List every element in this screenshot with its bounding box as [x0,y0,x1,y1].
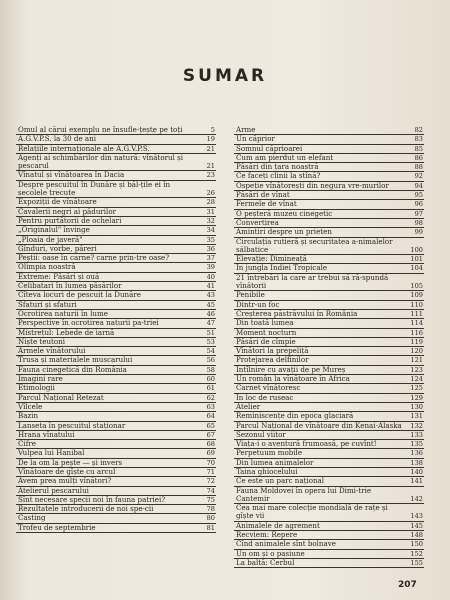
toc-entry-title: „Ploaia de javeră" [18,234,83,244]
toc-entry-page: 72 [206,477,215,486]
toc-entry-title: Cum am pierdut un elefant [236,152,334,162]
toc-entry-page: 61 [206,384,215,393]
toc-entry-page: 148 [410,531,423,540]
toc-entry-page: 135 [410,440,423,449]
toc-entry-title: Fermele de vînat [236,199,297,209]
toc-entry-title: Păsări din țara noastră [236,162,319,172]
toc-entry-title: Păsări de vînat [236,190,290,200]
toc-entry-title: Recviem: Repere [236,530,298,540]
toc-entry-title: Cîteva locuri de pescuit la Dunăre [18,290,141,300]
toc-entry-title: Un căprior [236,134,275,144]
toc-entry-page: 41 [206,282,215,291]
toc-entry-title: Vîlcele [18,401,43,411]
toc-entry-page: 85 [414,144,423,153]
toc-entry-title: Somnul căprioarei [236,143,303,153]
toc-entry-page: 23 [206,171,215,180]
toc-entry-title: Carnet vînătoresc [236,383,301,393]
toc-entry-page: 116 [410,328,423,337]
toc-entry-page: 110 [410,300,423,309]
toc-entry-title: Viața-i o aventură frumoasă, pe cuvînt! [236,439,377,449]
toc-entry-page: 131 [410,412,423,421]
toc-entry-page: 104 [410,264,423,273]
toc-entry-page: 60 [206,375,215,384]
toc-entry-title: Amintiri despre un prieten [236,227,332,237]
toc-entry-page: 129 [410,393,423,402]
toc-entry-page: 71 [206,467,215,476]
toc-entry-page: 119 [410,337,423,346]
toc-entry-page: 47 [206,319,215,328]
toc-entry-page: 46 [206,309,215,318]
toc-entry-page: 145 [410,521,423,530]
toc-entry-title: Dintr-un foc [236,299,280,309]
toc-entry-title: Vulpea lui Hanibal [18,448,85,458]
toc-entry-title: Imagini rare [18,374,63,384]
toc-entry-title: Perpetuum mobile [236,448,303,458]
toc-entry-title: La baltă: Cerbul [236,557,295,567]
toc-entry-page: 78 [206,505,215,514]
toc-entry-page: 70 [206,458,215,467]
toc-entry [16,524,216,533]
toc-entry-title: Cifre [18,439,36,449]
toc-entry-page: 95 [414,191,423,200]
toc-entry-page: 81 [206,523,215,532]
toc-entry-page: 75 [206,495,215,504]
toc-entry-page: 34 [206,226,215,235]
toc-entry-page: 37 [206,254,215,263]
toc-right-column [234,126,424,568]
toc-entry-title: Celibatari în lumea păsărilor [18,281,122,291]
toc-entry-page: 123 [410,365,423,374]
toc-entry-title: Sfaturi și sfaturi [18,299,77,309]
toc-entry-title: Atelier [236,401,261,411]
toc-entry [16,394,216,403]
toc-entry-page: 133 [410,430,423,439]
toc-entry-title: Expoziții de vînătoare [18,197,97,207]
toc-entry [16,403,216,412]
toc-entry-page: 28 [206,198,215,207]
toc-entry-title: Parcul Național Retezat [18,392,104,402]
toc-entry-page: 32 [206,216,215,225]
toc-entry-title: Despre pescuitul în Dunăre și băl-țile ei în secolele trecute [18,179,171,198]
toc-entry-title: Casting [18,513,46,523]
page-number: 207 [398,580,417,590]
toc-entry-title: Pentru purtătorii de ochelari [18,215,122,225]
toc-entry-title: Din lumea animalelor [236,457,314,467]
toc-entry-page: 35 [206,235,215,244]
toc-entry-page: 56 [206,356,215,365]
toc-entry-title: Extreme: Păsări și ouă [18,271,100,281]
toc-entry-title: Niște teutoni [18,336,65,346]
toc-entry-title: Circulația rutieră și securitatea a-nimalelor sălbatice [236,236,393,254]
toc-entry-page: 80 [206,514,215,523]
toc-entry [16,505,216,514]
toc-entry-title: De la om la pește — și invers [18,457,123,467]
toc-entry-page: 143 [410,512,423,521]
toc-entry-title: Sînt necesare specii noi în fauna patriei? [18,494,166,504]
toc-entry-page: 105 [410,282,423,291]
toc-entry-title: Atelierul pescarului [18,485,89,495]
toc-entry-title: Parcul Național de vînătoare din Kenai-Alaska [236,420,402,430]
toc-entry-title: Mistrețul: Lebede de iarnă [18,327,115,337]
toc-entry-page: 19 [206,135,215,144]
toc-entry-title: Rezultatele introducerii de noi spe-cii [18,504,154,514]
toc-entry-page: 124 [410,375,423,384]
toc-entry-page: 120 [410,347,423,356]
toc-entry-page: 132 [410,421,423,430]
toc-entry-title: Cavalerii negri ai pădurilor [18,206,116,216]
toc-entry-page: 53 [206,337,215,346]
toc-entry-page: 39 [206,263,215,272]
toc-entry-page: 68 [206,440,215,449]
toc-entry-title: Avem prea mulți vînători? [18,476,112,486]
toc-entry-page: 40 [206,272,215,281]
toc-entry-page: 125 [410,384,423,393]
toc-entry-page: 63 [206,402,215,411]
toc-entry-title: Taina ghiocelului [236,466,298,476]
toc-entry-page: 97 [414,209,423,218]
toc-entry-page: 109 [410,291,423,300]
toc-entry-title: Cea mai mare colecție mondială de rațe și gîște vii [236,503,388,521]
toc-entry-page: 26 [206,189,215,198]
toc-entry-page: 82 [414,126,423,134]
toc-entry-title: Din toată lumea [236,318,294,328]
toc-entry-title: Întîlnire cu avații de pe Mureș [236,364,346,374]
toc-entry-page: 130 [410,402,423,411]
toc-left-column [16,126,216,533]
toc-entry-title: Ce este un parc național [236,476,325,486]
toc-entry-page: 111 [410,309,423,318]
toc-entry-page: 5 [210,126,215,134]
toc-entry-page: 99 [414,228,423,237]
toc-entry-title: Convertirea [236,217,279,227]
toc-entry-page: 69 [206,449,215,458]
toc-entry-page: 45 [206,300,215,309]
toc-entry-page: 114 [410,319,423,328]
toc-entry-page: 67 [206,430,215,439]
toc-entry-title: Hrana vînatului [18,429,75,439]
toc-entry-page: 142 [410,494,423,503]
toc-entry-title: Fauna cinegetică din România [18,364,127,374]
toc-entry-page: 152 [410,549,423,558]
toc-entry-page: 31 [206,207,215,216]
toc-entry-page: 94 [414,181,423,190]
toc-entry-title: Etimologii [18,383,55,393]
toc-entry-page: 140 [410,467,423,476]
toc-entry-title: Animalele de agrement [236,520,320,530]
toc-entry-title: Moment nocturn [236,327,297,337]
toc-entry-title: Lanseta în pescuitul staționar [18,420,126,430]
toc-entry-title: Trusa și materialele muscarului [18,355,133,365]
toc-entry-title: Elevație: Dimineață [236,254,307,264]
toc-entry [234,274,424,292]
toc-entry-title: Protejarea delfinilor [236,355,309,365]
toc-entry-title: O peșteră muzeu cinegetic [236,208,333,218]
toc-entry-title: Vînatul și vînătoarea în Dacia [18,170,125,180]
toc-entry-page: 51 [206,328,215,337]
toc-entry [16,181,216,199]
toc-entry-page: 54 [206,347,215,356]
toc-entry-title: Gînduri, vorbe, păreri [18,243,97,253]
page-title: SUMAR [182,66,268,86]
toc-entry-page: 64 [206,412,215,421]
toc-entry-title: Creșterea păstrăvului în România [236,308,358,318]
toc-entry-title: Ocrotirea naturii în lume [18,308,108,318]
toc-entry-page: 88 [414,163,423,172]
toc-entry-title: Reminiscențe din epoca glaciară [236,411,354,421]
toc-entry-page: 155 [410,558,423,567]
toc-entry-title: În jungla Indiei Tropicale [236,263,328,273]
toc-entry [234,394,424,403]
toc-entry-page: 36 [206,244,215,253]
toc-entry-title: Olimpia noastră [18,262,76,272]
toc-entry-title: Bazin [18,411,39,421]
toc-entry-title: Omul al cărui exemplu ne însufle-țește pe toți [18,125,183,134]
toc-entry [234,487,424,505]
toc-entry-page: 86 [414,153,423,162]
toc-entry-title: Armele vînătorului [18,346,86,356]
toc-entry-title: Sezonul viitor [236,429,286,439]
toc-entry-title: Un român la vînătoare în Africa [236,374,350,384]
toc-entry [234,504,424,522]
toc-entry-page: 100 [410,245,423,254]
toc-entry [234,238,424,256]
toc-entry [16,431,216,440]
toc-entry-title: „Originalul" învinge [18,225,90,235]
toc-entry-title: Cînd animalele sînt bolnave [236,539,336,549]
toc-entry-page: 101 [410,255,423,264]
toc-entry-page: 65 [206,421,215,430]
toc-entry-title: Arme [236,125,256,134]
toc-entry-page: 83 [414,135,423,144]
toc-entry-title: Penibile [236,290,265,300]
toc-entry [16,154,216,172]
toc-entry-page: 96 [414,200,423,209]
toc-entry-page: 141 [410,477,423,486]
toc-entry [234,559,424,568]
toc-entry-title: Fauna Moldovei în opera lui Dimi-trie Cantemir [236,485,372,503]
toc-entry-title: Păsări de cîmpie [236,336,296,346]
toc-entry-title: Ce faceți clinii la stînă? [236,171,321,181]
toc-entry-page: 92 [414,172,423,181]
toc-entry-page: 43 [206,291,215,300]
toc-entry-page: 21 [206,144,215,153]
toc-entry-page: 74 [206,486,215,495]
toc-entry-page: 21 [206,162,215,171]
toc-entry-title: Peștii: oase în carne? carne prin-tre oase? [18,253,170,263]
toc-entry-title: Relațiile internaționale ale A.G.V.P.S. [18,143,150,153]
toc-entry-page: 138 [410,458,423,467]
toc-entry-page: 136 [410,449,423,458]
toc-entry-page: 62 [206,393,215,402]
toc-entry-title: A.G.V.P.S. la 30 de ani [18,134,96,144]
toc-entry-title: Vînătoare de gîște cu arcul [18,466,116,476]
toc-entry-page: 150 [410,540,423,549]
toc-entry-page: 58 [206,365,215,374]
toc-entry-title: Un om și o pasiune [236,548,305,558]
toc-entry-title: Perspective în ocrotirea naturii pa-triei [18,318,159,328]
toc-entry-title: 21 întrebări la care ar trebui să ră-spundă vînătorii [236,272,389,291]
toc-entry-title: Agenți ai schimbărilor din natură: vînătorul și pescarul [18,152,184,171]
toc-entry-title: Vînători la prepeliță [236,346,309,356]
toc-entry-title: În loc de ruseac [236,392,294,402]
toc-entry-title: Trofeu de septembrie [18,522,96,532]
toc-entry-page: 98 [414,218,423,227]
toc-entry-page: 121 [410,356,423,365]
toc-entry-title: Ospeție vînătorești din negura vre-murilor [236,180,389,190]
